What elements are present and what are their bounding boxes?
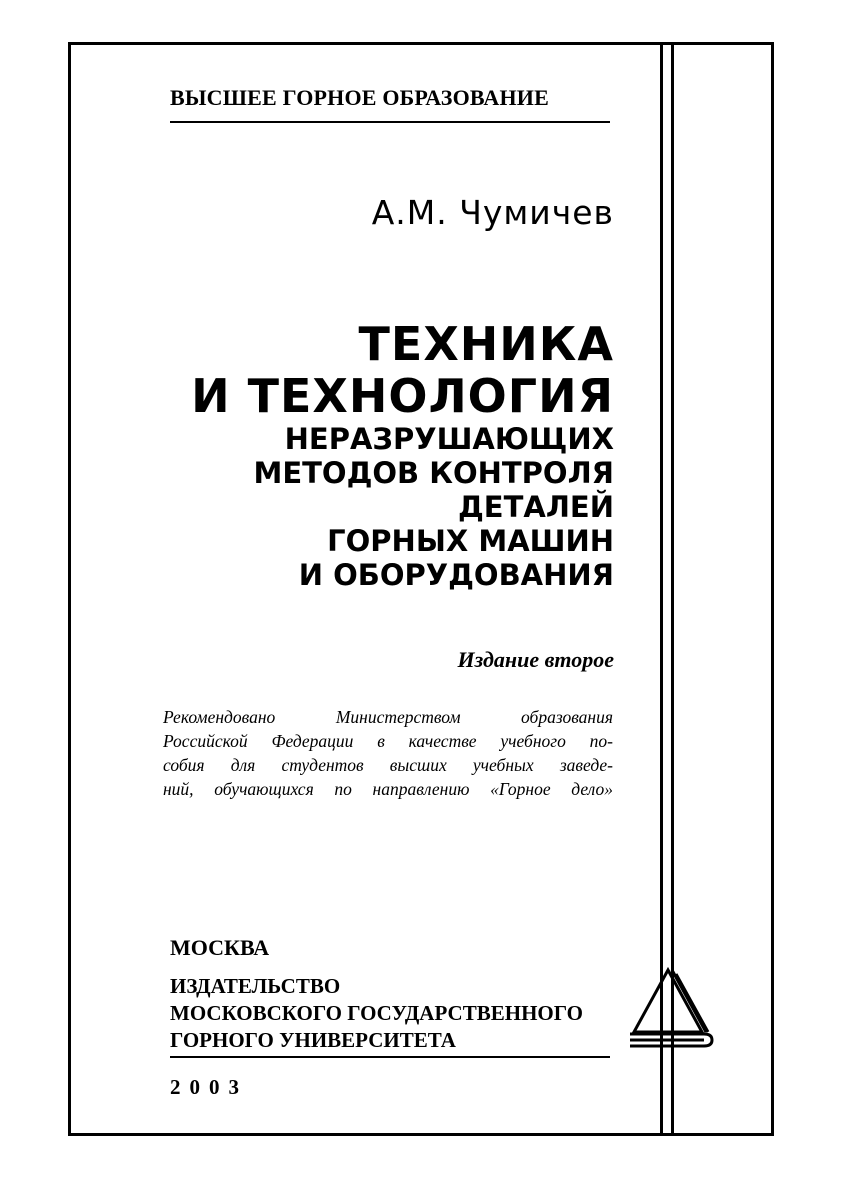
recommendation-text [163,705,613,801]
edition-note: Издание второе [457,647,614,672]
title-line-1: ТЕХНИКА [358,317,614,371]
publisher-line-2: МОСКОВСКОГО ГОСУДАРСТВЕННОГО [170,1001,583,1025]
title-line-5: ДЕТАЛЕЙ [457,490,614,524]
publisher-underline [170,1056,610,1058]
recommendation-line-2: Российской Федерации в качестве учебного по- [163,731,613,751]
title-line-2: И ТЕХНОЛОГИЯ [191,369,614,423]
publisher-name [170,973,583,1054]
publisher-line-3: ГОРНОГО УНИВЕРСИТЕТА [170,1028,456,1052]
recommendation-line-4: ний, обучающихся по направлению «Горное дело» [163,779,613,799]
title-line-3: НЕРАЗРУШАЮЩИХ [284,422,614,456]
author-name: А.М. Чумичев [371,193,614,232]
publication-year: 2003 [170,1075,248,1099]
title-line-4: МЕТОДОВ КОНТРОЛЯ [253,456,614,490]
title-line-7: И ОБОРУДОВАНИЯ [298,558,614,592]
book-title [191,318,614,592]
series-underline [170,121,610,123]
recommendation-line-1: Рекомендовано Министерством образования [163,707,613,727]
publisher-line-1: ИЗДАТЕЛЬСТВО [170,974,341,998]
publisher-logo-icon [622,962,714,1052]
recommendation-line-3: собия для студентов высших учебных заведе- [163,755,613,775]
title-line-6: ГОРНЫХ МАШИН [327,524,614,558]
series-title: ВЫСШЕЕ ГОРНОЕ ОБРАЗОВАНИЕ [170,85,549,110]
publication-city: МОСКВА [170,935,270,960]
